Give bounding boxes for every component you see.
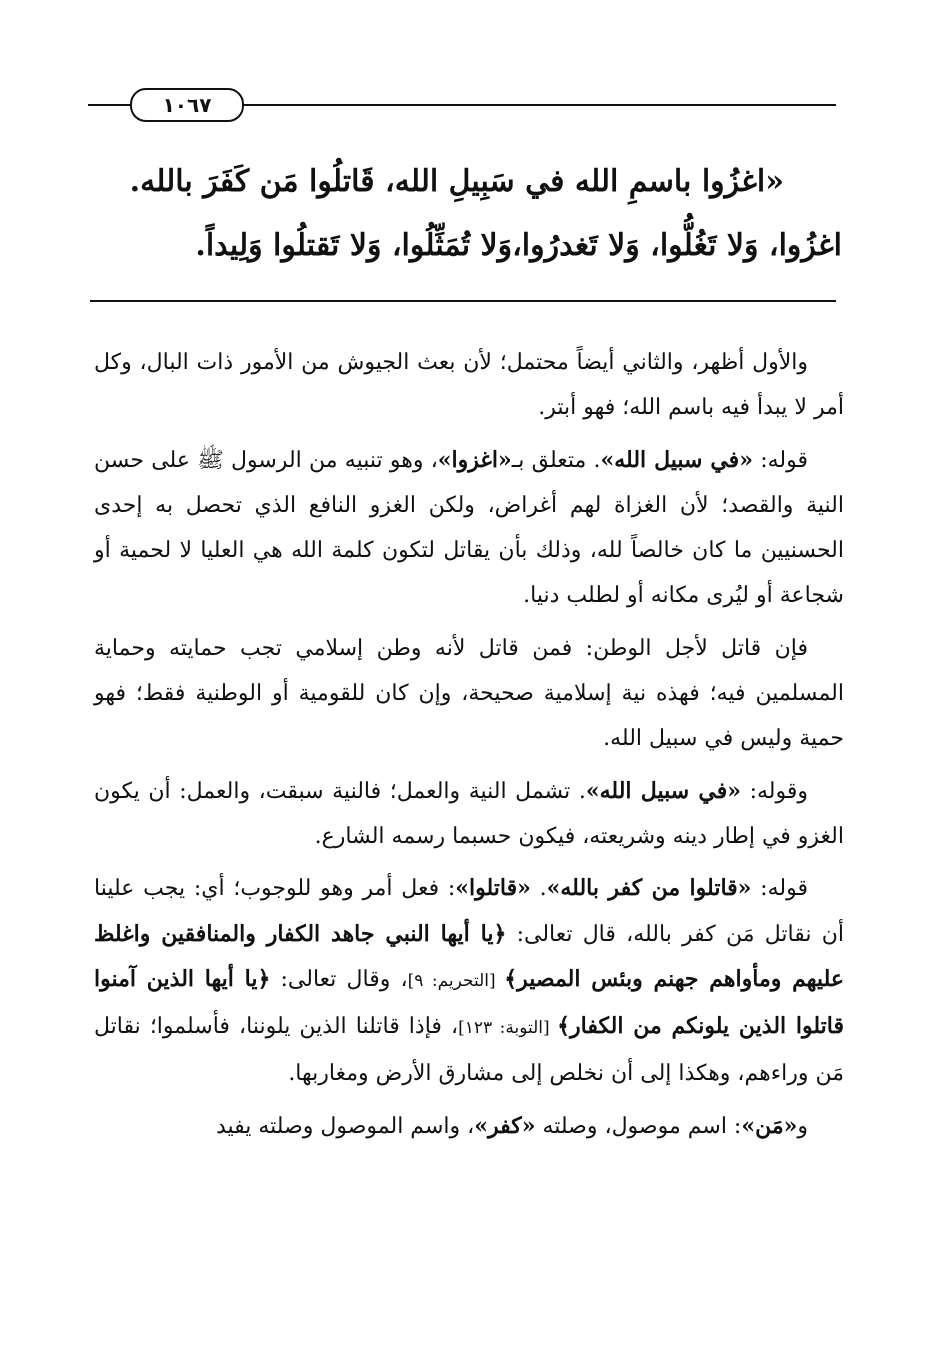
hadith-text (90, 150, 842, 278)
paragraph-5: قوله: «قاتلوا من كفر بالله». «قاتلوا»: فعل أمر وهو للوجوب؛ أي: يجب علينا أن نقاتل مَن كفر بالله، قال تعالى: ﴿يا أيها النبي جاهد الكفار والمنافقين واغلظ عليهم ومأواهم جهنم وبئس المصير﴾ [التحريم: ٩]، وقال تعالى: ﴿يا أيها الذين آمنوا قاتلوا الذين يلونكم من الكفار﴾ [التوبة: ١٢٣]، فإذا قاتلنا الذين يلوننا، فأسلموا؛ نقاتل مَن وراءهم، وهكذا إلى أن نخلص إلى مشارق الأرض ومغاربها. (94, 875, 844, 1087)
quoted-phrase: «كفر» (474, 1112, 536, 1139)
quran-verse: ﴿يا أيها الذين آمنوا قاتلوا الذين يلونكم من الكفار﴾ (94, 965, 844, 1040)
quoted-phrase: «مَن» (741, 1112, 798, 1139)
paragraph-6: و«مَن»: اسم موصول، وصلته «كفر»، واسم الموصول وصلته يفيد (215, 1112, 808, 1139)
paragraph-4: وقوله: «في سبيل الله». تشمل النية والعمل؛ فالنية سبقت، والعمل: أن يكون الغزو في إطار دينه وشريعته، فيكون حسبما رسمه الشارع. (94, 777, 844, 849)
page-header (88, 86, 836, 126)
page-number: ١٠٦٧ (130, 88, 244, 122)
hadith-line-2: اغزُوا، وَلا تَغُلُّوا، وَلا تَغدرُوا،وَلا تُمَثِّلُوا، وَلا تَقتلُوا وَلِيداً. (195, 228, 842, 263)
verse-citation: [التوبة: ١٢٣] (458, 1018, 558, 1039)
quoted-phrase: «قاتلوا من كفر بالله» (546, 875, 752, 902)
quoted-phrase: «في سبيل الله» (585, 777, 742, 804)
verse-citation: [التحريم: ٩] (407, 970, 505, 991)
paragraph-3: فإن قاتل لأجل الوطن: فمن قاتل لأنه وطن إسلامي تجب حمايته وحماية المسلمين فيه؛ فهذه نية إسلامية صحيحة، وإن كان للقومية أو الوطنية فقط؛ فهو حمية وليس في سبيل الله. (94, 635, 844, 752)
quran-verse: ﴿يا أيها النبي جاهد الكفار والمنافقين واغلظ عليهم ومأواهم جهنم وبئس المصير﴾ (94, 920, 844, 992)
hadith-line-1: «اغزُوا باسمِ الله في سَبِيلِ الله، قَاتلُوا مَن كَفَرَ بالله. (129, 164, 784, 199)
hadith-divider (90, 300, 836, 302)
quoted-phrase: «في سبيل الله» (600, 446, 753, 473)
paragraph-2: قوله: «في سبيل الله». متعلق بـ«اغزوا»، وهو تنبيه من الرسول ﷺ على حسن النية والقصد؛ لأن الغزاة لهم أغراض، ولكن الغزو النافع الذي تحصل به إحدى الحسنيين ما كان خالصاً لله، وذلك بأن يقاتل لتكون كلمة الله هي العليا لا لحمية أو شجاعة أو ليُرى مكانه أو لطلب دنيا. (94, 446, 844, 609)
quoted-phrase: «اغزوا» (437, 446, 512, 473)
quoted-phrase: «قاتلوا» (455, 875, 531, 902)
commentary-body (94, 340, 844, 1156)
paragraph-1: والأول أظهر، والثاني أيضاً محتمل؛ لأن بعث الجيوش من الأمور ذات البال، وكل أمر لا يبدأ فيه باسم الله؛ فهو أبتر. (94, 350, 844, 421)
